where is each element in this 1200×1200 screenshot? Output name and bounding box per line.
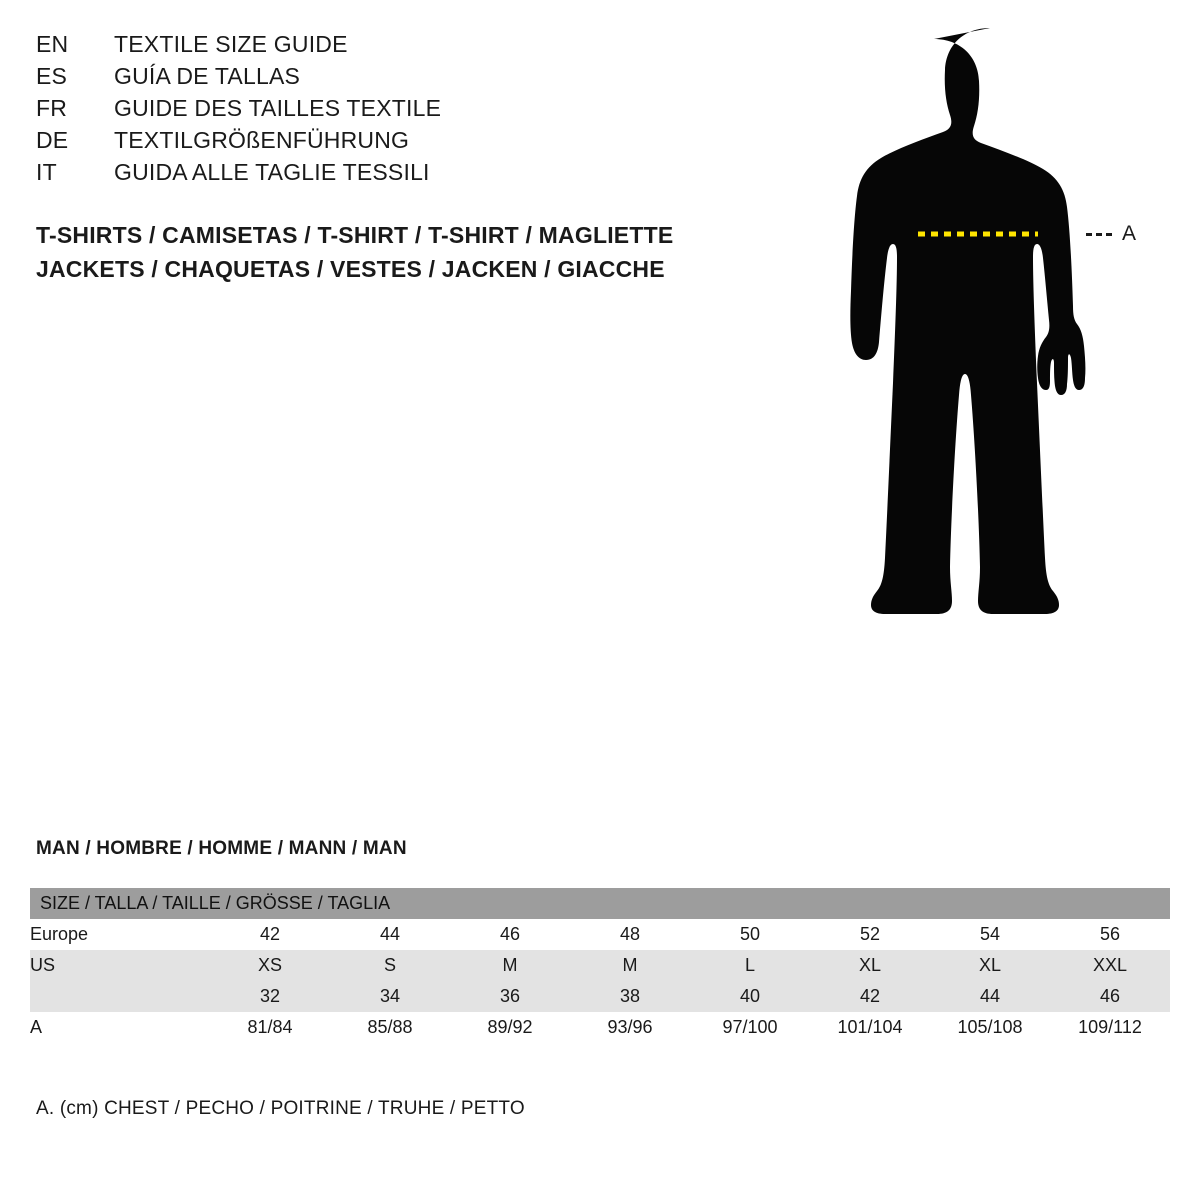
cell: XXL (1050, 950, 1170, 981)
cell: 46 (450, 919, 570, 950)
cell: 56 (1050, 919, 1170, 950)
table-group-label: MAN / HOMBRE / HOMME / MANN / MAN (36, 838, 407, 859)
measure-label-a: A (1122, 222, 1137, 245)
table-row (30, 919, 1170, 950)
category-jackets: JACKETS / CHAQUETAS / VESTES / JACKEN / GIACCHE (36, 256, 665, 282)
cell: M (570, 950, 690, 981)
cell: M (450, 950, 570, 981)
language-title: GUIDA ALLE TAGLIE TESSILI (114, 159, 430, 185)
cell: 40 (690, 981, 810, 1012)
cell: XL (810, 950, 930, 981)
cell: 42 (210, 919, 330, 950)
cell: 105/108 (930, 1012, 1050, 1043)
category-headings (36, 218, 796, 286)
cell: 36 (450, 981, 570, 1012)
cell: 46 (1050, 981, 1170, 1012)
silhouette-svg (790, 10, 1190, 790)
language-title: GUÍA DE TALLAS (114, 63, 301, 89)
male-silhouette-figure (790, 10, 1190, 790)
language-code: FR (36, 95, 68, 121)
language-code: DE (36, 127, 69, 153)
cell: XS (210, 950, 330, 981)
footnote-chest: A. (cm) CHEST / PECHO / POITRINE / TRUHE / PETTO (36, 1098, 525, 1119)
cell: 52 (810, 919, 930, 950)
language-title: GUIDE DES TAILLES TEXTILE (114, 95, 442, 121)
table-row (30, 1012, 1170, 1043)
language-code: IT (36, 159, 57, 185)
cell: 44 (330, 919, 450, 950)
row-label-numeric (30, 981, 210, 1012)
cell: 44 (930, 981, 1050, 1012)
cell: 32 (210, 981, 330, 1012)
cell: 89/92 (450, 1012, 570, 1043)
cell: 81/84 (210, 1012, 330, 1043)
table-header-row (30, 888, 1170, 919)
language-title: TEXTILE SIZE GUIDE (114, 31, 348, 57)
cell: 54 (930, 919, 1050, 950)
cell: 93/96 (570, 1012, 690, 1043)
row-label-europe: Europe (30, 919, 210, 950)
measure-leader-dashes (1086, 233, 1116, 236)
language-row (36, 28, 756, 60)
row-label-us: US (30, 950, 210, 981)
language-row (36, 124, 756, 156)
table-row (30, 950, 1170, 981)
cell: 38 (570, 981, 690, 1012)
cell: XL (930, 950, 1050, 981)
row-label-a: A (30, 1012, 210, 1043)
language-code: ES (36, 63, 68, 89)
size-table (30, 888, 1170, 1043)
cell: 85/88 (330, 1012, 450, 1043)
cell: 34 (330, 981, 450, 1012)
table-header-label: SIZE / TALLA / TAILLE / GRÖSSE / TAGLIA (30, 888, 1170, 919)
language-code: EN (36, 31, 69, 57)
cell: 48 (570, 919, 690, 950)
table-row (30, 981, 1170, 1012)
cell: 101/104 (810, 1012, 930, 1043)
cell: 50 (690, 919, 810, 950)
category-tshirts: T-SHIRTS / CAMISETAS / T-SHIRT / T-SHIRT / MAGLIETTE (36, 222, 674, 248)
language-row (36, 156, 756, 188)
cell: 109/112 (1050, 1012, 1170, 1043)
cell: S (330, 950, 450, 981)
cell: 97/100 (690, 1012, 810, 1043)
language-list (36, 28, 756, 188)
cell: 42 (810, 981, 930, 1012)
language-title: TEXTILGRÖßENFÜHRUNG (114, 127, 410, 153)
cell: L (690, 950, 810, 981)
language-row (36, 92, 756, 124)
language-row (36, 60, 756, 92)
